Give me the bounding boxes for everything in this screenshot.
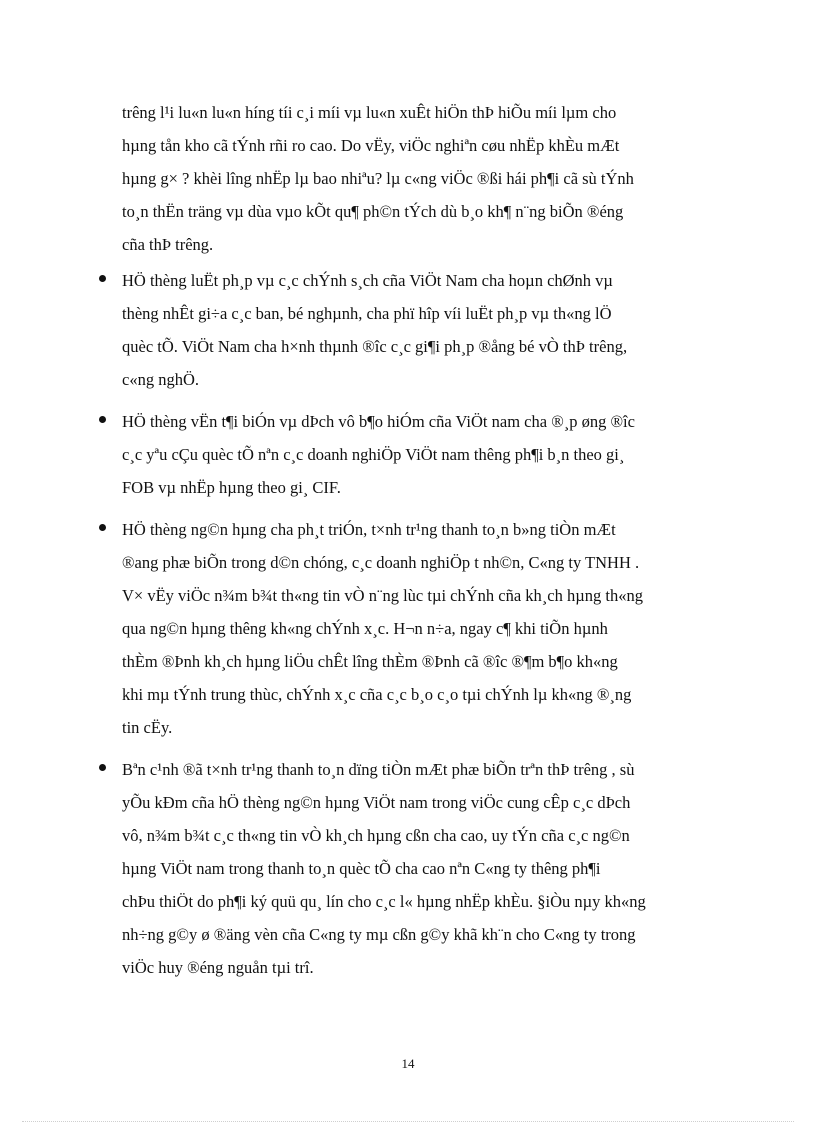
text-line: viÖc huy ®éng nguån tµi trî. bbox=[122, 958, 314, 977]
text-line: chÞu thiÖt do ph¶i ký quü qu¸ lín cho c¸c l« hµng nhËp khÈu. §iÒu nµy kh«ng bbox=[122, 892, 646, 911]
text-line: thèng nhÊt gi÷a c¸c ban, bé nghµnh, cha phï hîp víi luËt ph¸p vµ th«ng lÖ bbox=[122, 304, 612, 323]
text-line: FOB vµ nhËp hµng theo gi¸ CIF. bbox=[122, 478, 341, 497]
text-line: vô, n¾m b¾t c¸c th«ng tin vÒ kh¸ch hµng cßn cha cao, uy tÝn cña c¸c ng©n bbox=[122, 826, 630, 845]
bullet-dot-icon bbox=[99, 764, 106, 771]
bullet-paragraph bbox=[122, 405, 758, 504]
intro-paragraph bbox=[122, 96, 758, 261]
bullet-paragraph bbox=[122, 264, 758, 396]
text-line: thÈm ®Þnh kh¸ch hµng liÖu chÊt lîng thÈm ®Þnh cã ®îc ®¶m b¶o kh«ng bbox=[122, 652, 618, 671]
page-bottom-divider bbox=[22, 1121, 794, 1122]
text-line: trêng l¹i lu«n lu«n híng tíi c¸i míi vµ lu«n xuÊt hiÖn thÞ hiÕu míi lµm cho bbox=[122, 103, 617, 122]
bullet-dot-icon bbox=[99, 524, 106, 531]
text-line: to¸n thËn träng vµ dùa vµo kÕt qu¶ ph©n tÝch dù b¸o kh¶ n¨ng biÕn ®éng bbox=[122, 202, 624, 221]
page-number: 14 bbox=[401, 1056, 415, 1071]
text-line: tin cËy. bbox=[122, 718, 173, 737]
body-text bbox=[122, 96, 758, 984]
text-line: hµng tån kho cã tÝnh rñi ro cao. Do vËy, viÖc nghiªn cøu nhËp khÈu mÆt bbox=[122, 136, 620, 155]
bullet-item-legal-system bbox=[122, 264, 758, 396]
text-line: c¸c yªu cÇu quèc tÕ nªn c¸c doanh nghiÖp ViÖt nam thêng ph¶i b¸n theo gi¸ bbox=[122, 445, 625, 464]
text-line: ®ang phæ biÕn trong d©n chóng, c¸c doanh nghiÖp t nh©n, C«ng ty TNHH . bbox=[122, 553, 640, 572]
bullet-list bbox=[122, 264, 758, 984]
bullet-item-cash-payment bbox=[122, 753, 758, 984]
text-line: hµng g× ? khèi lîng nhËp lµ bao nhiªu? lµ c«ng viÖc ®ßi hái ph¶i cã sù tÝnh bbox=[122, 169, 634, 188]
text-line: HÖ thèng vËn t¶i biÓn vµ dÞch vô b¶o hiÓm cña ViÖt nam cha ®¸p øng ®îc bbox=[122, 412, 635, 431]
bullet-paragraph bbox=[122, 513, 758, 744]
bullet-item-banking-system bbox=[122, 513, 758, 744]
text-line: hµng ViÖt nam trong thanh to¸n quèc tÕ cha cao nªn C«ng ty thêng ph¶i bbox=[122, 859, 601, 878]
text-line: quèc tÕ. ViÖt Nam cha h×nh thµnh ®îc c¸c gi¶i ph¸p ®ång bé vÒ thÞ trêng, bbox=[122, 337, 628, 356]
text-line: HÖ thèng luËt ph¸p vµ c¸c chÝnh s¸ch cña ViÖt Nam cha hoµn chØnh vµ bbox=[122, 271, 613, 290]
text-line: yÕu kÐm cña hÖ thèng ng©n hµng ViÖt nam trong viÖc cung cÊp c¸c dÞch bbox=[122, 793, 631, 812]
text-line: Bªn c¹nh ®ã t×nh tr¹ng thanh to¸n dïng tiÒn mÆt phæ biÕn trªn thÞ trêng , sù bbox=[122, 760, 635, 779]
text-line: qua ng©n hµng thêng kh«ng chÝnh x¸c. H¬n n÷a, ngay c¶ khi tiÕn hµnh bbox=[122, 619, 608, 638]
text-line: V× vËy viÖc n¾m b¾t th«ng tin vÒ n¨ng lùc tµi chÝnh cña kh¸ch hµng th«ng bbox=[122, 586, 643, 605]
bullet-paragraph bbox=[122, 753, 758, 984]
text-line: cña thÞ trêng. bbox=[122, 235, 214, 254]
text-line: c«ng nghÖ. bbox=[122, 370, 199, 389]
bullet-dot-icon bbox=[99, 275, 106, 282]
text-line: nh÷ng g©y ø ®äng vèn cña C«ng ty mµ cßn g©y khã kh¨n cho C«ng ty trong bbox=[122, 925, 636, 944]
bullet-item-transport-insurance bbox=[122, 405, 758, 504]
bullet-dot-icon bbox=[99, 416, 106, 423]
text-line: HÖ thèng ng©n hµng cha ph¸t triÓn, t×nh tr¹ng thanh to¸n b»ng tiÒn mÆt bbox=[122, 520, 616, 539]
text-line: khi mµ tÝnh trung thùc, chÝnh x¸c cña c¸c b¸o c¸o tµi chÝnh lµ kh«ng ®¸ng bbox=[122, 685, 632, 704]
